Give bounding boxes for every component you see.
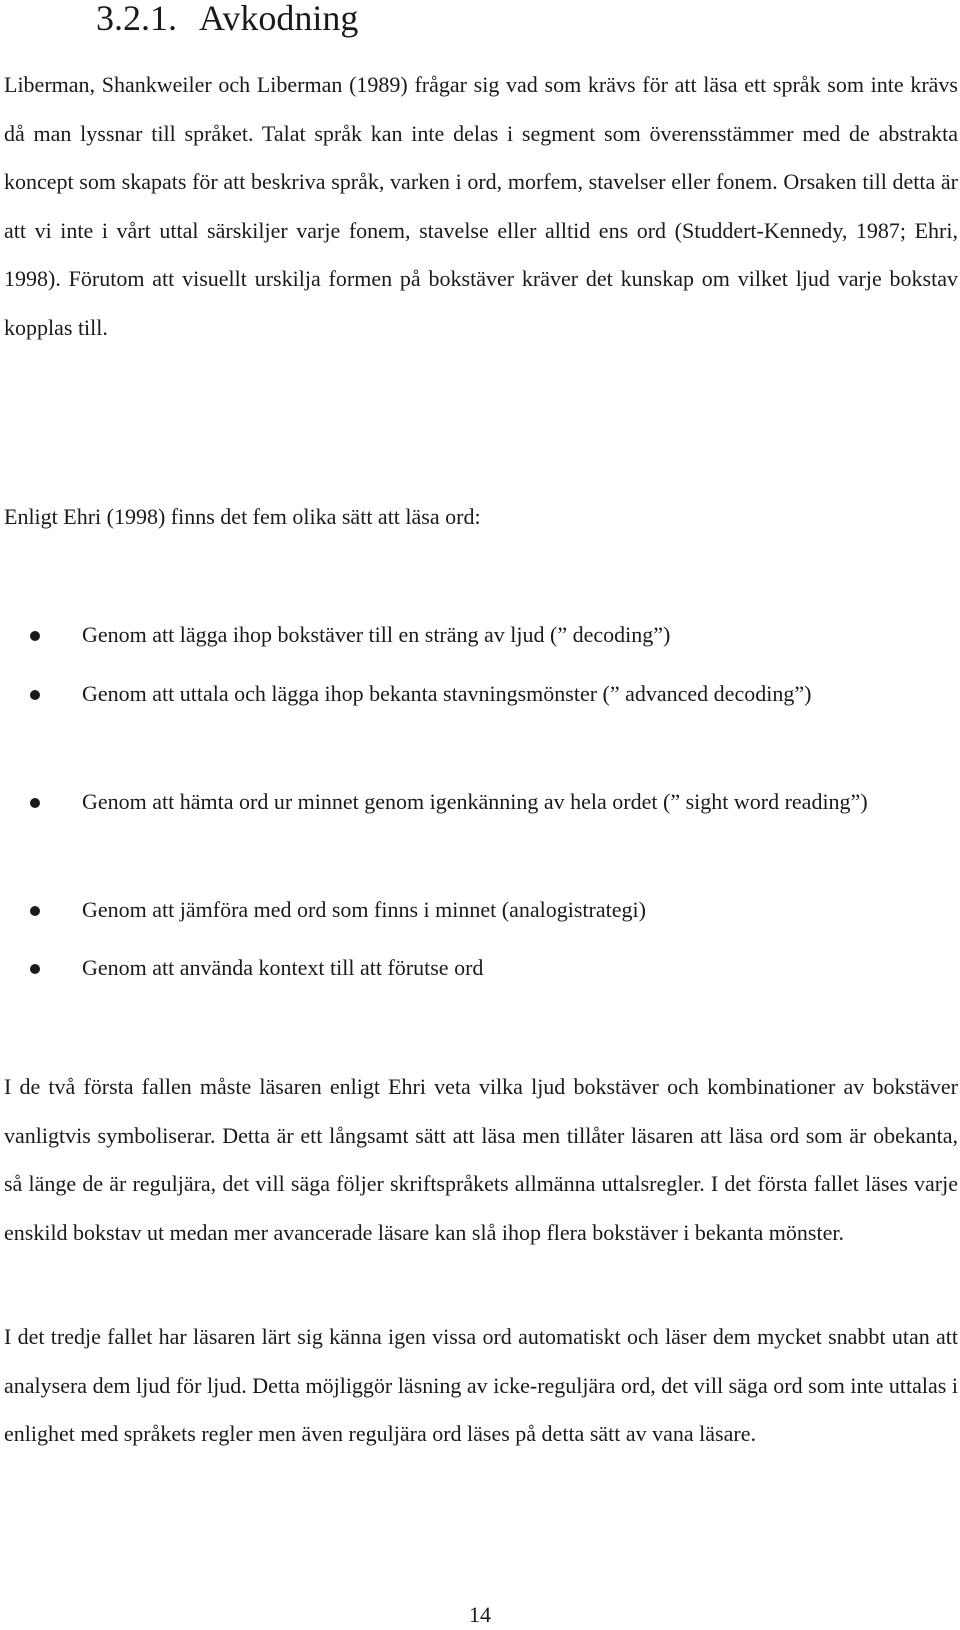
bullet-icon (30, 906, 40, 916)
bullet-icon (30, 631, 40, 641)
bullet-icon (30, 690, 40, 700)
first-two-cases-paragraph: I de två första fallen måste läsaren enligt Ehri veta vilka ljud bokstäver och kombinationer av bokstäver vanligtvis symboliserar. Detta är ett långsamt sätt att läsa men tillåter läsaren att läsa ord som är obekanta, så länge de är reguljära, det vill säga följer skriftspråkets allmänna uttalsregler. I det första fallet läses varje enskild bokstav ut medan mer avancerade läsare kan slå ihop flera bokstäver i bekanta mönster. (4, 1074, 958, 1245)
section-number: 3.2.1. (96, 0, 177, 38)
bullet-icon (30, 798, 40, 808)
list-item-text: Genom att använda kontext till att förutse ord (82, 955, 484, 980)
list-intro-paragraph: Enligt Ehri (1998) finns det fem olika sätt att läsa ord: (4, 504, 481, 529)
list-item-text: Genom att hämta ord ur minnet genom igenkänning av hela ordet (” sight word reading”) (82, 789, 868, 814)
section-title: Avkodning (199, 0, 359, 38)
bullet-icon (30, 964, 40, 974)
page-number: 14 (469, 1602, 491, 1627)
list-item-text: Genom att lägga ihop bokstäver till en sträng av ljud (” decoding”) (82, 622, 671, 647)
third-case-paragraph: I det tredje fallet har läsaren lärt sig känna igen vissa ord automatiskt och läser dem mycket snabbt utan att analysera dem ljud för ljud. Detta möjliggör läsning av icke-reguljära ord, det vill säga ord som inte uttalas i enlighet med språkets regler men även reguljära ord läses på detta sätt av vana läsare. (4, 1324, 958, 1447)
section-heading (96, 0, 358, 40)
intro-paragraph: Liberman, Shankweiler och Liberman (1989) frågar sig vad som krävs för att läsa ett språk som inte krävs då man lyssnar till språket. Talat språk kan inte delas i segment som överensstämmer med de abstrakta koncept som skapats för att beskriva språk, varken i ord, morfem, stavelser eller fonem. Orsaken till detta är att vi inte i vårt uttal särskiljer varje fonem, stavelse eller alltid ens ord (Studdert-Kennedy, 1987; Ehri, 1998). Förutom att visuellt urskilja formen på bokstäver kräver det kunskap om vilket ljud varje bokstav kopplas till. (4, 72, 958, 340)
list-item-text: Genom att jämföra med ord som finns i minnet (analogistrategi) (82, 897, 646, 922)
list-item-text: Genom att uttala och lägga ihop bekanta stavningsmönster (” advanced decoding”) (82, 681, 812, 706)
